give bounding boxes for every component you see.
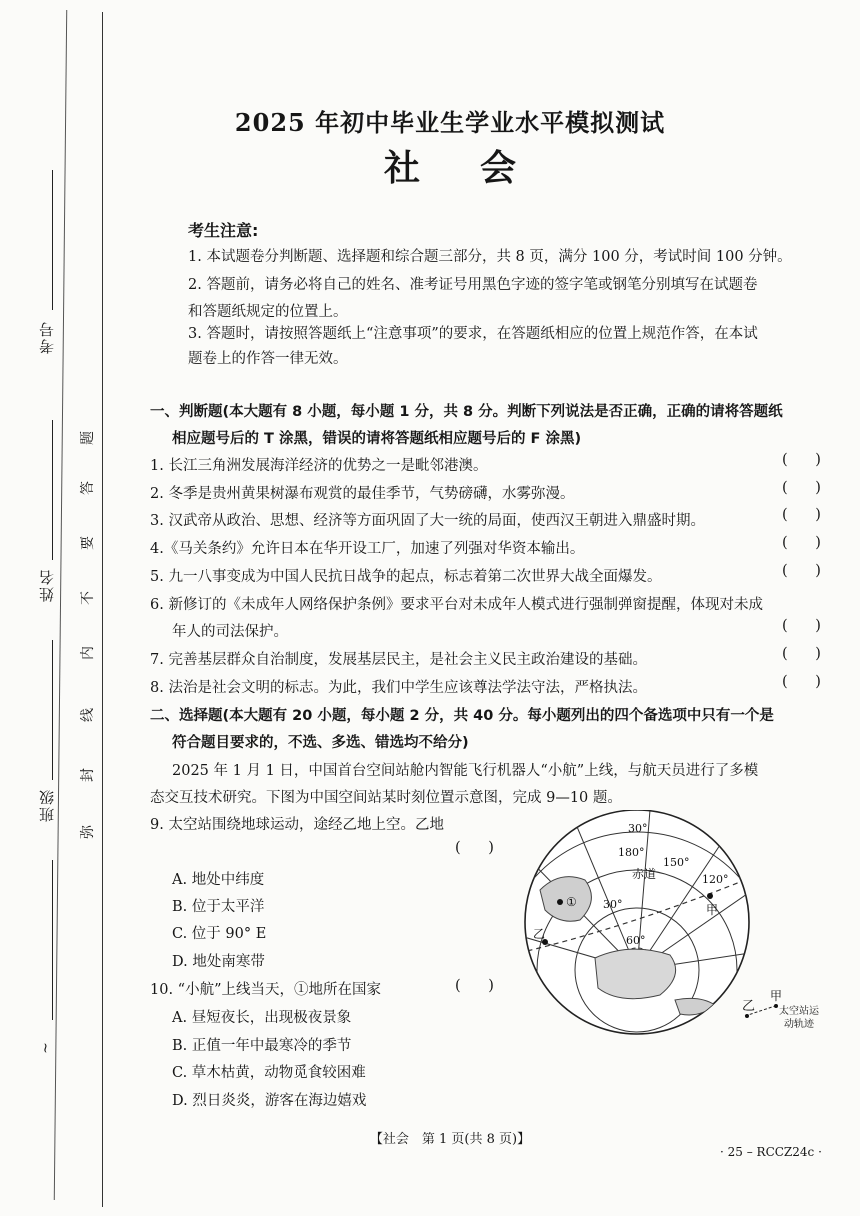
q10-option-c: C. 草木枯黄，动物觅食较困难 [172, 1065, 366, 1081]
lat-60-label: 60° [626, 934, 646, 947]
legend-dot [745, 1014, 749, 1018]
doc-code: · 25 – RCCZ24c · [720, 1145, 822, 1159]
lat-30s-label: 30° [603, 898, 623, 911]
circle1-label: ① [566, 895, 577, 909]
space-station-globe-figure [500, 810, 830, 1040]
answer-paren: ( ) [782, 452, 821, 468]
legend-text: 太空站运 [779, 1006, 819, 1017]
legend-text-cont: 动轨迹 [784, 1019, 814, 1030]
section2-heading: 二、选择题(本大题有 20 小题，每小题 2 分，共 40 分。每小题列出的四个备选项中只有一个是 [150, 708, 774, 724]
antarctica-shape [595, 949, 676, 999]
exam-number-label: 考号 [38, 320, 56, 354]
seal-char: 封 [80, 768, 96, 782]
lon-180-label: 180° [618, 846, 645, 859]
q9-option-b: B. 位于太平洋 [172, 899, 265, 915]
binding-line [102, 12, 103, 1207]
judge-item-7: 7. 完善基层群众自治制度，发展基层民主，是社会主义民主政治建设的基础。 [150, 652, 647, 668]
q9-option-a: A. 地处中纬度 [172, 872, 265, 888]
seal-char: 答 [80, 481, 96, 495]
name-rule [52, 420, 53, 560]
seal-char: 线 [80, 708, 96, 722]
lower-rule [52, 860, 53, 1020]
answer-paren: ( ) [782, 535, 821, 551]
intro-text-cont: 态交互技术研究。下图为中国空间站某时刻位置示意图，完成 9—10 题。 [150, 790, 622, 806]
judge-item-8: 8. 法治是社会文明的标志。为此，我们中学生应该尊法学法守法，严格执法。 [150, 680, 647, 696]
judge-item-5: 5. 九一八事变成为中国人民抗日战争的起点，标志着第二次世界大战全面爆发。 [150, 569, 662, 585]
lat-30n-label: 30° [628, 822, 648, 835]
q10-option-b: B. 正值一年中最寒冷的季节 [172, 1038, 352, 1054]
point-circle1-dot [557, 899, 563, 905]
seal-char: 弥 [80, 825, 96, 839]
q9-stem: 9. 太空站围绕地球运动，途经乙地上空。乙地 [150, 817, 444, 833]
answer-paren: ( ) [782, 563, 821, 579]
subject-title: 社会 [383, 147, 576, 189]
exam-number-rule [52, 170, 53, 310]
legend-yi: 乙 [742, 999, 756, 1014]
notice-line: 3. 答题时，请按照答题纸上“注意事项”的要求，在答题纸相应的位置上规范作答，在本试 [188, 326, 758, 342]
seal-char: 题 [80, 431, 96, 445]
judge-item-3: 3. 汉武帝从政治、思想、经济等方面巩固了大一统的局面，使西汉王朝进入鼎盛时期。 [150, 513, 705, 529]
legend-dot [774, 1004, 778, 1008]
binding-mark: ~ [37, 1042, 54, 1054]
q10-stem: 10. “小航”上线当天，①地所在国家 [150, 982, 381, 998]
yi-label: 乙 [533, 927, 546, 941]
page-footer: 【社会 第 1 页(共 8 页)】 [369, 1132, 531, 1147]
judge-item-4: 4.《马关条约》允许日本在华开设工厂，加速了列强对华资本输出。 [150, 541, 585, 557]
name-label: 姓名 [38, 568, 56, 602]
section1-heading: 一、判断题(本大题有 8 小题，每小题 1 分，共 8 分。判断下列说法是否正确，正确的请将答题纸 [150, 404, 783, 420]
class-label: 班级 [38, 788, 56, 822]
notice-line: 2. 答题前，请务必将自己的姓名、准考证号用黑色字迹的签字笔或钢笔分别填写在试题卷 [188, 277, 758, 293]
lon-120-label: 120° [702, 873, 729, 886]
q9-option-c: C. 位于 90° E [172, 926, 267, 942]
exam-title: 2025 年初中毕业生学业水平模拟测试 [234, 108, 666, 137]
answer-paren: ( ) [782, 646, 821, 662]
judge-item-1: 1. 长江三角洲发展海洋经济的优势之一是毗邻港澳。 [150, 458, 488, 474]
q10-answer-paren: ( ) [455, 978, 494, 994]
seal-char: 内 [80, 646, 96, 660]
judge-item-2: 2. 冬季是贵州黄果树瀑布观赏的最佳季节，气势磅礴，水雾弥漫。 [150, 486, 575, 502]
answer-paren: ( ) [782, 674, 821, 690]
notice-line: 1. 本试题卷分判断题、选择题和综合题三部分，共 8 页，满分 100 分，考试时间 100 分钟。 [188, 249, 792, 265]
legend-jia: 甲 [770, 989, 783, 1003]
jia-label: 甲 [706, 903, 719, 917]
seal-char: 要 [80, 536, 96, 550]
notice-heading: 考生注意: [188, 221, 259, 240]
q10-option-a: A. 昼短夜长，出现极夜景象 [172, 1010, 352, 1026]
q9-answer-paren: ( ) [455, 840, 494, 856]
answer-paren: ( ) [782, 618, 821, 634]
class-rule [52, 640, 53, 780]
judge-item-6: 6. 新修订的《未成年人网络保护条例》要求平台对未成年人模式进行强制弹窗提醒，体现对未成 [150, 597, 763, 613]
q10-option-d: D. 烈日炎炎，游客在海边嬉戏 [172, 1093, 367, 1109]
notice-line: 和答题纸规定的位置上。 [188, 304, 348, 320]
section1-heading-cont: 相应题号后的 T 涂黑，错误的请将答题纸相应题号后的 F 涂黑) [172, 431, 582, 447]
q9-option-d: D. 地处南寒带 [172, 954, 265, 970]
judge-item-6-cont: 年人的司法保护。 [172, 624, 288, 640]
answer-paren: ( ) [782, 507, 821, 523]
intro-text: 2025 年 1 月 1 日，中国首台空间站舱内智能飞行机器人“小航”上线，与航天员进行了多模 [172, 763, 759, 779]
seal-char: 不 [80, 591, 96, 605]
globe-outline [525, 810, 749, 1034]
section2-heading-cont: 符合题目要求的，不选、多选、错选均不给分) [172, 735, 469, 751]
notice-line: 题卷上的作答一律无效。 [188, 351, 348, 367]
answer-paren: ( ) [782, 480, 821, 496]
lon-150-label: 150° [663, 856, 690, 869]
point-jia-dot [707, 893, 713, 899]
equator-label: 赤道 [632, 867, 657, 881]
